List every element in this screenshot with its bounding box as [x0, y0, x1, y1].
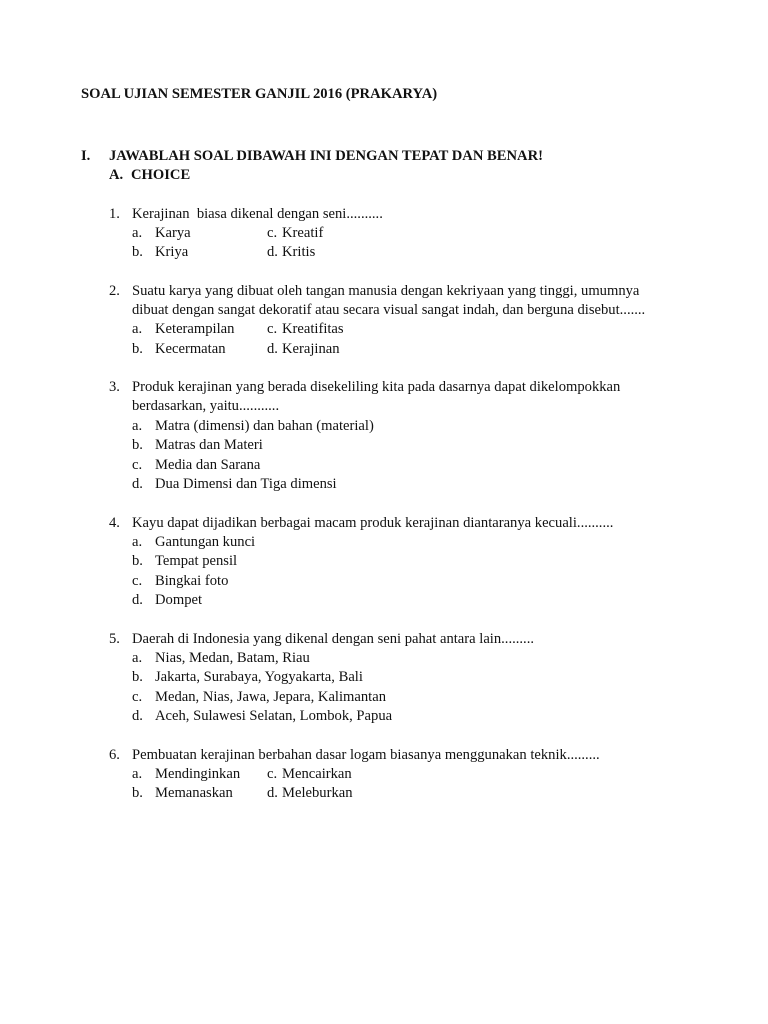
option-label: d. [132, 708, 143, 724]
option-label: c. [267, 225, 278, 241]
section-number: I. [81, 148, 91, 164]
option-label: a. [132, 321, 143, 337]
option-text: Memanaskan [155, 785, 233, 801]
option-text: Dompet [155, 592, 203, 608]
option-text: Meleburkan [282, 785, 353, 801]
option-text: Matras dan Materi [155, 437, 263, 453]
option-text: Media dan Sarana [155, 457, 261, 473]
question-text: berdasarkan, yaitu........... [132, 398, 280, 414]
question-number: 2. [109, 283, 120, 299]
question-text: Daerah di Indonesia yang dikenal dengan seni pahat antara lain......... [132, 631, 534, 647]
option-text: Kritis [282, 244, 316, 260]
option-text: Tempat pensil [155, 553, 238, 569]
option-text: Bingkai foto [155, 573, 229, 589]
question-number: 3. [109, 379, 120, 395]
option-label: b. [132, 669, 143, 685]
option-text: Kreatif [282, 225, 324, 241]
option-text: Karya [155, 225, 191, 241]
option-label: a. [132, 534, 143, 550]
option-text: Kreatifitas [282, 321, 344, 337]
question-text: Kayu dapat dijadikan berbagai macam produk kerajinan diantaranya kecuali.......... [132, 515, 614, 531]
option-label: b. [132, 553, 143, 569]
option-label: d. [132, 476, 143, 492]
question-text: Kerajinan biasa dikenal dengan seni.......... [132, 206, 383, 222]
option-label: d. [267, 244, 278, 260]
option-label: b. [132, 437, 143, 453]
option-text: Keterampilan [155, 321, 235, 337]
question-number: 6. [109, 747, 120, 763]
question-number: 4. [109, 515, 120, 531]
option-text: Dua Dimensi dan Tiga dimensi [155, 476, 337, 492]
document-title: SOAL UJIAN SEMESTER GANJIL 2016 (PRAKARYA) [81, 86, 438, 102]
question-number: 5. [109, 631, 120, 647]
option-label: c. [132, 689, 143, 705]
option-label: a. [132, 650, 143, 666]
question-text: Suatu karya yang dibuat oleh tangan manusia dengan kekriyaan yang tinggi, umumnya [132, 283, 640, 299]
option-text: Nias, Medan, Batam, Riau [155, 650, 310, 666]
option-label: c. [267, 766, 278, 782]
option-text: Jakarta, Surabaya, Yogyakarta, Bali [155, 669, 363, 685]
question-number: 1. [109, 206, 120, 222]
question-text: Produk kerajinan yang berada disekeliling kita pada dasarnya dapat dikelompokkan [132, 379, 621, 395]
option-text: Kecermatan [155, 341, 226, 357]
question-text: dibuat dengan sangat dekoratif atau secara visual sangat indah, dan berguna disebut....... [132, 302, 646, 318]
option-text: Kriya [155, 244, 189, 260]
option-text: Mencairkan [282, 766, 352, 782]
option-text: Matra (dimensi) dan bahan (material) [155, 418, 374, 434]
option-text: Aceh, Sulawesi Selatan, Lombok, Papua [155, 708, 393, 724]
option-label: c. [132, 457, 143, 473]
option-text: Medan, Nias, Jawa, Jepara, Kalimantan [155, 689, 386, 705]
option-label: c. [132, 573, 143, 589]
option-label: a. [132, 225, 143, 241]
option-label: c. [267, 321, 278, 337]
option-label: d. [267, 341, 278, 357]
option-label: a. [132, 766, 143, 782]
option-label: b. [132, 785, 143, 801]
option-label: b. [132, 341, 143, 357]
subsection-heading: CHOICE [131, 167, 191, 183]
section-heading: JAWABLAH SOAL DIBAWAH INI DENGAN TEPAT DAN BENAR! [109, 148, 543, 164]
option-text: Kerajinan [282, 341, 340, 357]
subsection-marker: A. [109, 167, 124, 183]
question-text: Pembuatan kerajinan berbahan dasar logam biasanya menggunakan teknik......... [132, 747, 600, 763]
option-label: d. [267, 785, 278, 801]
option-text: Gantungan kunci [155, 534, 256, 550]
option-text: Mendinginkan [155, 766, 241, 782]
option-label: d. [132, 592, 143, 608]
option-label: a. [132, 418, 143, 434]
option-label: b. [132, 244, 143, 260]
